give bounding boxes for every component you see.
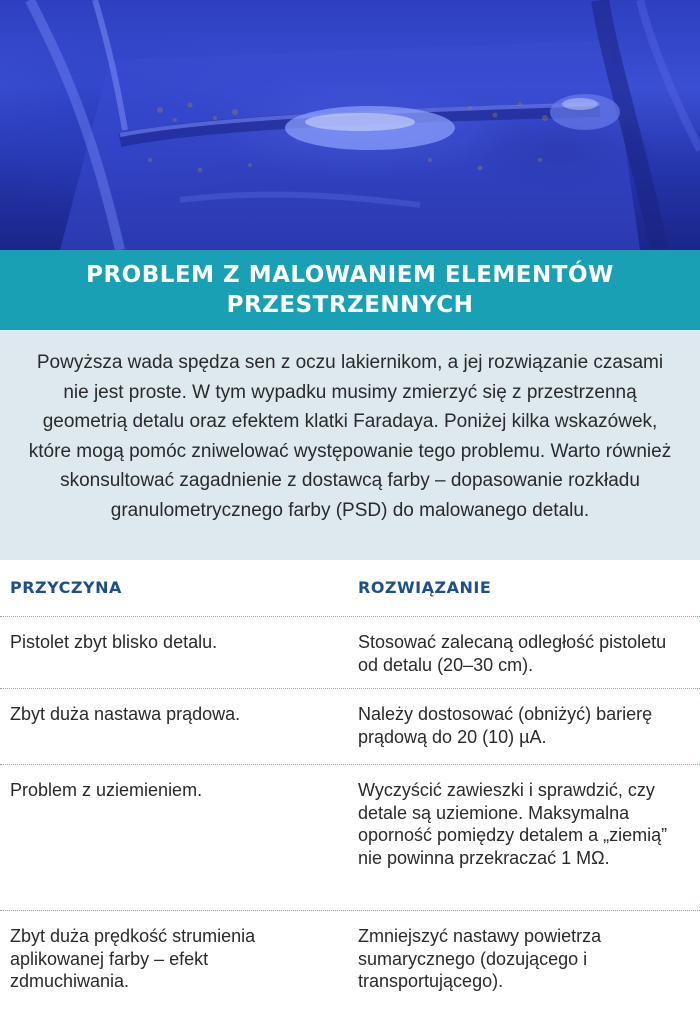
cause-cell: Problem z uziemieniem. (10, 780, 203, 800)
solution-cell: Należy dostosować (obniżyć) barierę prądową do 20 (10) µA. (358, 704, 653, 747)
intro-text: Powyższa wada spędza sen z oczu lakiernikom, a jej rozwiązanie czasami nie jest proste. W tym wypadku musimy zmierzyć się z przestrzenną geometrią detalu oraz efektem klatki Faradaya. Poniżej kilka wskazówek, które mogą pomóc zniwelować występowanie tego problemu. Warto również skonsultować zagadnienie z dostawcą farby – dopasowanie rozkładu granulometrycznego farby (PSD) do malowanego detalu. (28, 352, 672, 521)
cause-cell: Pistolet zbyt blisko detalu. (10, 632, 218, 652)
table-row (0, 689, 700, 765)
section-title-bar (0, 250, 700, 330)
intro-box (0, 330, 700, 560)
table-row (0, 765, 700, 911)
table-row (0, 617, 700, 689)
solution-cell: Wyczyścić zawieszki i sprawdzić, czy detale są uziemione. Maksymalna oporność pomiędzy detalem a „ziemią” nie powinna przekraczać 1 MΩ. (358, 780, 668, 868)
section-title: PROBLEM Z MALOWANIEM ELEMENTÓW PRZESTRZENNYCH (86, 262, 614, 318)
solution-cell: Zmniejszyć nastawy powietrza sumarycznego (dozującego i transportującego). (358, 926, 602, 991)
cause-cell: Zbyt duża prędkość strumienia aplikowanej farby – efekt zdmuchiwania. (10, 926, 256, 991)
header-solution: ROZWIĄZANIE (358, 578, 492, 597)
table-header (0, 560, 700, 617)
photo-illustration (0, 0, 700, 250)
cause-cell: Zbyt duża nastawa prądowa. (10, 704, 241, 724)
article-photo (0, 0, 700, 250)
header-cause: PRZYCZYNA (10, 578, 122, 597)
table-row (0, 911, 700, 1011)
cause-solution-table (0, 560, 700, 1011)
solution-cell: Stosować zalecaną odległość pistoletu od detalu (20–30 cm). (358, 632, 667, 675)
